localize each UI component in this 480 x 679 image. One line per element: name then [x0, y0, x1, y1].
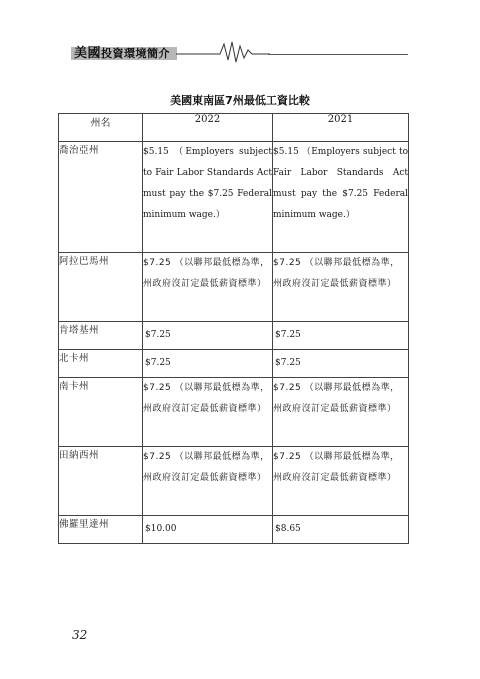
wage-2022: $7.25 （以聯邦最低標為準，州政府沒訂定最低薪資標準） [143, 447, 273, 516]
wage-2022: $10.00 [143, 516, 273, 544]
wage-2022: $7.25 （以聯邦最低標為準，州政府沒訂定最低薪資標準） [143, 253, 273, 322]
table-row [59, 350, 409, 378]
wage-2022: $5.15 （Employers subject to Fair Labor Standards Act must pay the $7.25 Federal minimum wage.） [143, 142, 273, 253]
state-name: 肯塔基州 [59, 322, 143, 350]
table-title: 美國東南區7州最低工資比較 [170, 94, 310, 107]
state-name: 喬治亞州 [59, 142, 143, 253]
table-row [59, 378, 409, 447]
page-number: 32 [72, 628, 88, 642]
wage-2021: $7.25 （以聯邦最低標為準，州政府沒訂定最低薪資標準） [273, 253, 409, 322]
state-name: 南卡州 [59, 378, 143, 447]
wage-2021: $8.65 [273, 516, 409, 544]
wage-2021: $7.25 [273, 350, 409, 378]
wage-2022: $7.25 （以聯邦最低標為準，州政府沒訂定最低薪資標準） [143, 378, 273, 447]
table-row [59, 253, 409, 322]
state-name: 阿拉巴馬州 [59, 253, 143, 322]
state-name: 北卡州 [59, 350, 143, 378]
header-rule [268, 54, 408, 55]
state-name: 田納西州 [59, 447, 143, 516]
table-row [59, 447, 409, 516]
wage-2021: $7.25 （以聯邦最低標為準，州政府沒訂定最低薪資標準） [273, 378, 409, 447]
wage-2021: $5.15 （Employers subject to Fair Labor Standards Act must pay the $7.25 Federal minimum wage.） [273, 142, 409, 253]
wage-table [58, 113, 409, 544]
wage-2022: $7.25 [143, 350, 273, 378]
pulse-line-icon [176, 36, 270, 64]
table-header-row [59, 114, 409, 142]
column-header-state: 州名 [59, 114, 143, 142]
column-header-2021: 2021 [273, 114, 409, 142]
header-title: 美國投資環境簡介 [74, 46, 171, 61]
wage-2021: $7.25 （以聯邦最低標為準，州政府沒訂定最低薪資標準） [273, 447, 409, 516]
table-row [59, 142, 409, 253]
state-name: 佛羅里達州 [59, 516, 143, 544]
running-header [0, 36, 480, 64]
table-row [59, 516, 409, 544]
table-row [59, 322, 409, 350]
wage-2021: $7.25 [273, 322, 409, 350]
column-header-2022: 2022 [143, 114, 273, 142]
wage-2022: $7.25 [143, 322, 273, 350]
